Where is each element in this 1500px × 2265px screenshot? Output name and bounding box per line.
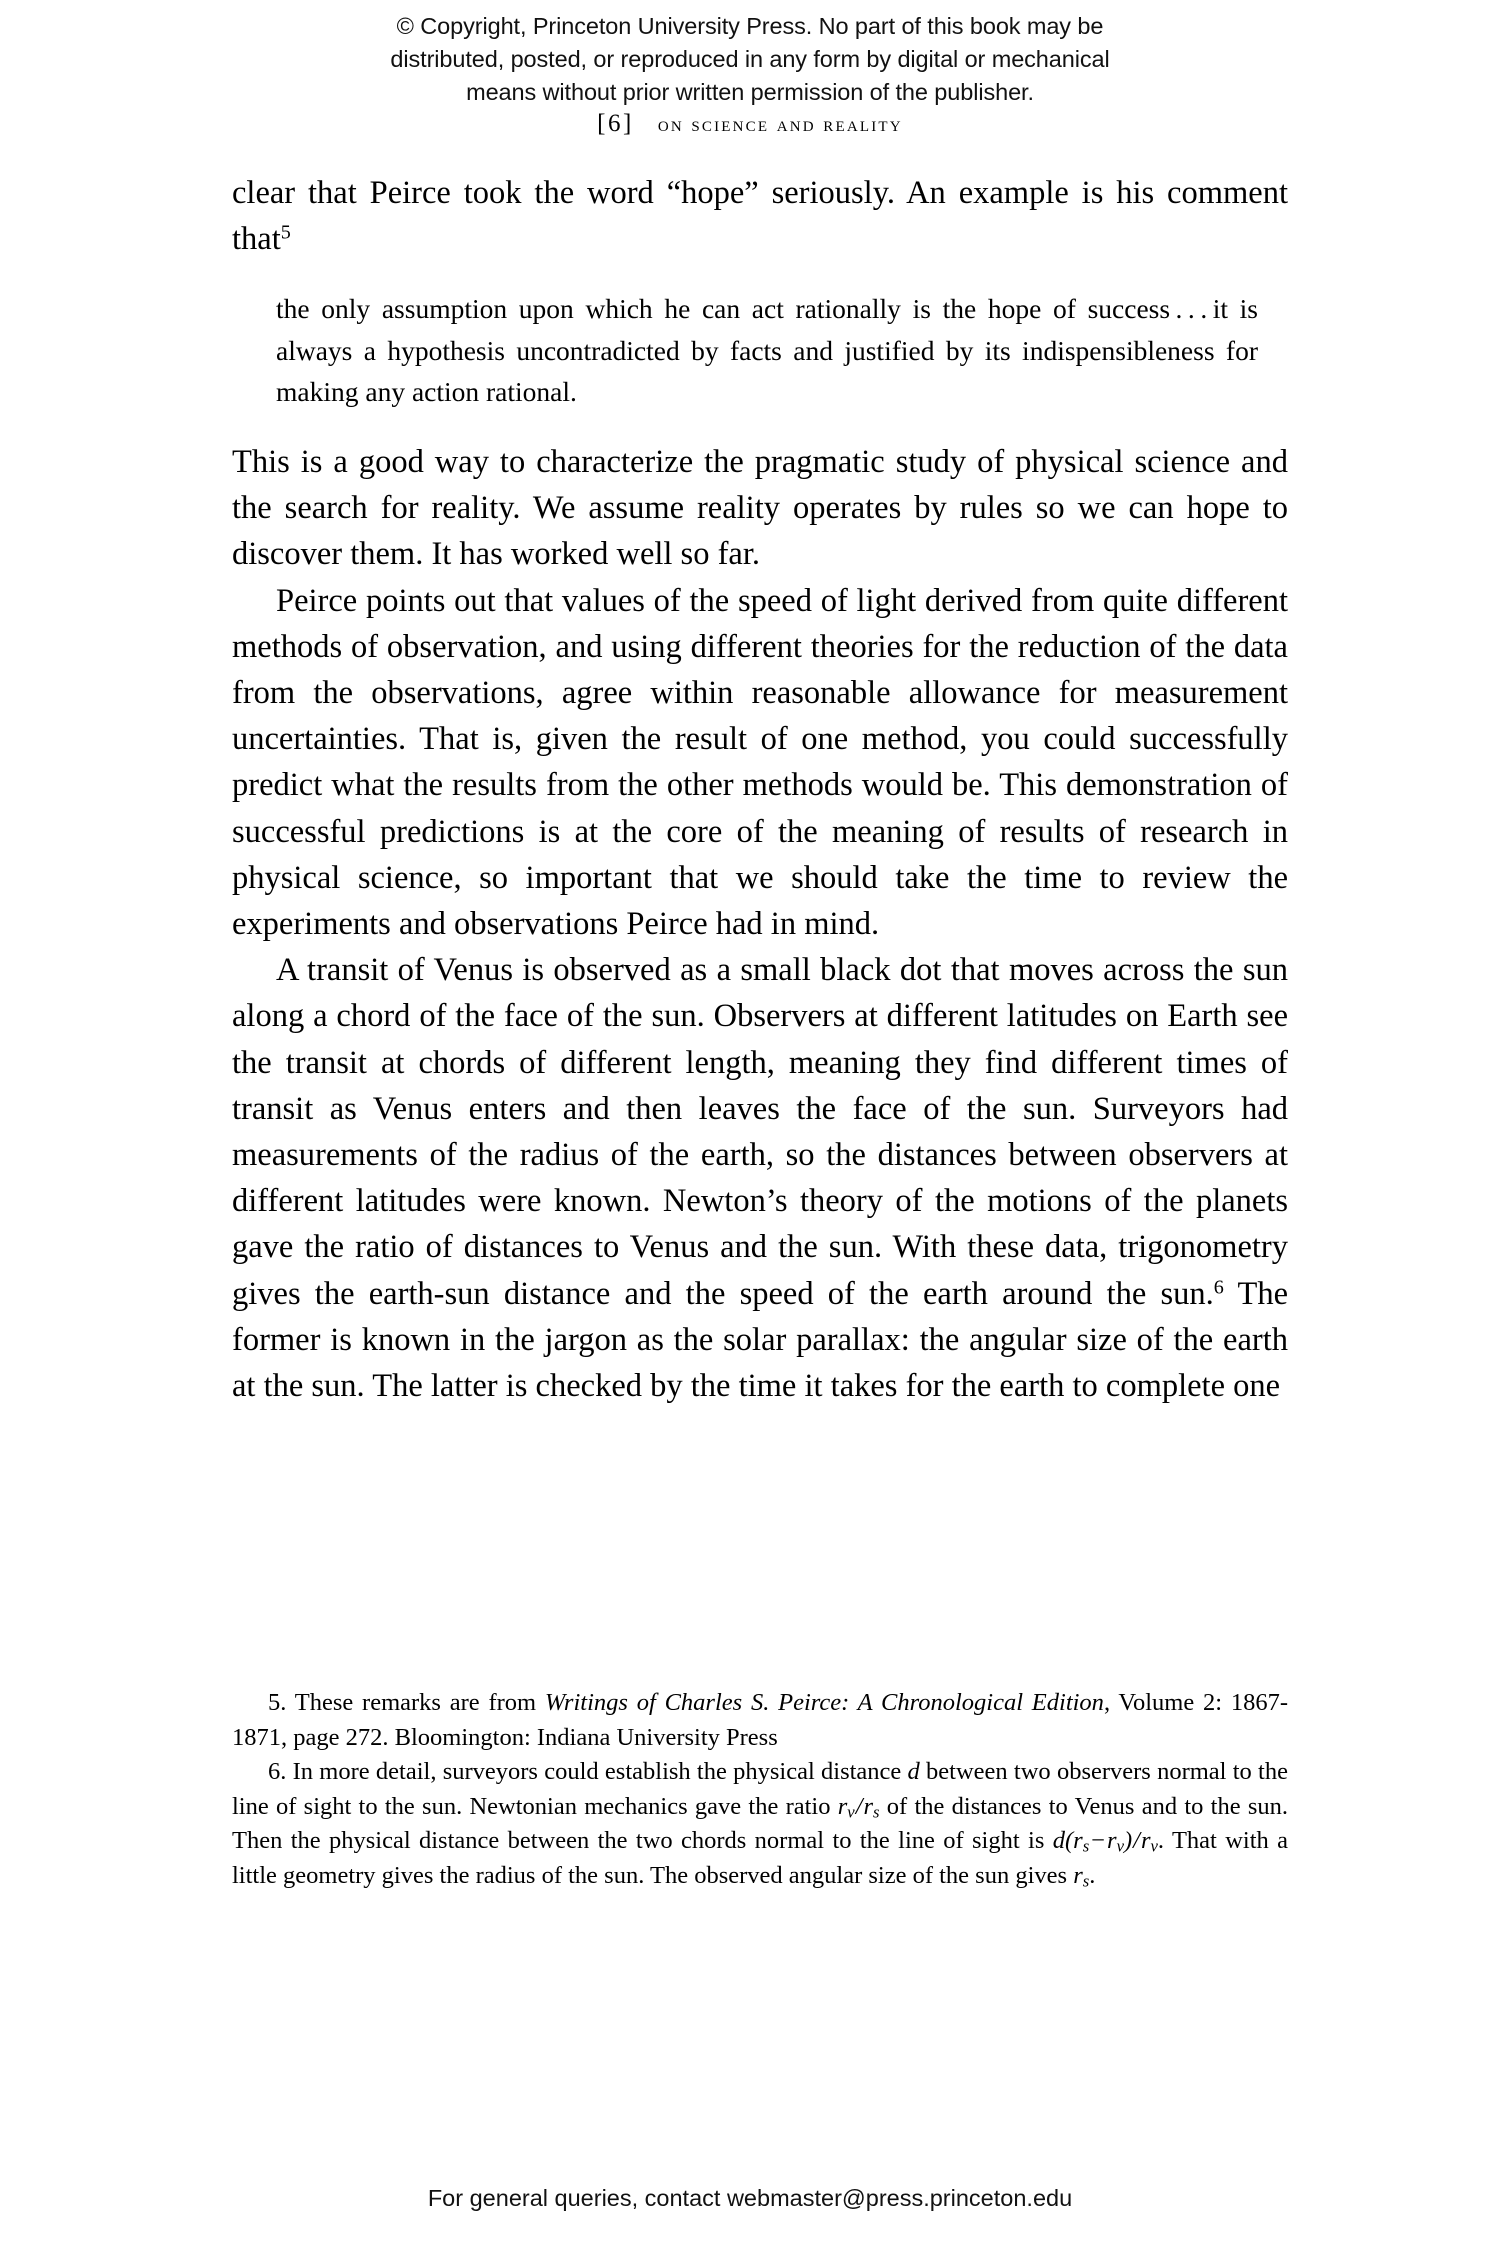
footnotes-section	[232, 1686, 1288, 1893]
math-slash: /	[855, 1792, 863, 1820]
paragraph-2: This is a good way to characterize the pragmatic study of physical science and the search for reality. We assume reality operates by rules so we can hope to discover them. It has worked well so far.	[232, 443, 1288, 573]
footnote-5-text-b: , Volume 2: 1867-1871, page 272. Bloomington: Indiana University Press	[232, 1689, 1289, 1751]
blockquote	[232, 288, 1288, 413]
math-rs-final-base: r	[1073, 1861, 1083, 1889]
footnote-6-segment-3: of the distances to Venus and to the sun. Then the physical distance between the two chords normal to the line of sight is	[232, 1792, 1288, 1854]
formula-close-paren: )	[1123, 1827, 1133, 1854]
footnote-marker-5: 5	[280, 221, 291, 244]
formula-slash: /	[1133, 1827, 1140, 1854]
running-head	[0, 110, 1500, 138]
math-rs-final-sub: s	[1082, 1871, 1090, 1891]
copyright-line-2: distributed, posted, or reproduced in any form by digital or mechanical	[390, 46, 1110, 72]
footnote-6-segment-2: between two observers normal to the line of sight to the sun. Newtonian mechanics gave the ratio	[232, 1758, 1288, 1820]
footnote-6-segment-4: . That with a little geometry gives the radius of the sun. The observed angular size of the sun gives	[232, 1827, 1288, 1889]
paragraph-1-text: clear that Peirce took the word “hope” seriously. An example is his comment that	[232, 175, 1288, 258]
footnote-5-italic-title: Writings of Charles S. Peirce: A Chronological Edition	[544, 1689, 1104, 1716]
footer-contact-text: For general queries, contact webmaster@press.princeton.edu	[427, 2185, 1073, 2211]
formula-rs-sub: s	[1082, 1836, 1090, 1856]
footnote-6-segment-5: .	[1089, 1861, 1096, 1889]
main-text-block	[232, 170, 1288, 1409]
paragraph-3: Peirce points out that values of the speed of light derived from quite different methods of observation, and using different theories for the reduction of the data from the observations, agree within reasonable allowance for measurement uncertainties. That is, given the result of one method, you could successfully predict what the results from the other methods would be. This demonstration of successful predictions is at the core of the meaning of results of research in physical science, so important that we should take the time to review the experiments and observations Peirce had in mind.	[232, 582, 1288, 942]
footnote-marker-6: 6	[1213, 1276, 1224, 1299]
running-head-title: on science and reality	[657, 112, 903, 136]
formula-open-paren: (	[1064, 1827, 1074, 1854]
math-var-d: d	[907, 1758, 920, 1785]
footnote-6-segment-1: In more detail, surveyors could establish the physical distance	[292, 1758, 908, 1785]
paragraph-4-part-a: A transit of Venus is observed as a small black dot that moves across the sun along a chord of the face of the sun. Observers at different latitudes on Earth see the transit at chords of different length, meaning they find different times of transit as Venus enters and then leaves the face of the sun. Surveyors had measurements of the radius of the earth, so the distances between observers at different latitudes were known. Newton’s theory of the motions of the planets gave the ratio of distances to Venus and the sun. With these data, trigonometry gives the earth-sun distance and the speed of the earth around the sun.	[232, 952, 1288, 1312]
math-rs-sub: s	[873, 1802, 880, 1822]
footnote-6	[232, 1755, 1288, 1893]
formula-d: d	[1052, 1827, 1065, 1854]
math-rs-final	[1073, 1862, 1089, 1889]
blockquote-text: the only assumption upon which he can act rationally is the hope of success . . . it is always a hypothesis uncontradicted by facts and justified by its indispensibleness for making any action rational.	[276, 293, 1258, 408]
formula-minus: −	[1091, 1827, 1106, 1854]
paragraph-continuation	[232, 170, 1288, 262]
page-folio: [6]	[597, 110, 634, 137]
paragraph-4-part-b: The former is known in the jargon as the solar parallax: the angular size of the earth at the sun. The latter is checked by the time it takes for the earth to complete one	[232, 1275, 1288, 1404]
formula-rv2-base: r	[1140, 1827, 1151, 1854]
math-ratio-rv-over-rs	[838, 1793, 880, 1820]
copyright-line-3: means without prior written permission of the publisher.	[466, 79, 1034, 105]
footnote-5-text-a: These remarks are from	[294, 1689, 545, 1716]
math-formula-chord-distance	[1053, 1827, 1158, 1854]
formula-rv2-sub: v	[1150, 1836, 1158, 1856]
footnote-6-number: 6.	[268, 1758, 287, 1785]
formula-rv-base: r	[1107, 1827, 1117, 1854]
formula-rv-sub: v	[1116, 1836, 1124, 1856]
copyright-line-1: © Copyright, Princeton University Press. No part of this book may be	[396, 13, 1104, 39]
formula-rs-base: r	[1073, 1827, 1083, 1854]
page-footer	[0, 2185, 1500, 2212]
math-rs-base: r	[863, 1792, 874, 1820]
math-rv-base: r	[837, 1792, 848, 1820]
math-rv-sub: v	[847, 1802, 855, 1822]
footnote-5-number: 5.	[268, 1689, 287, 1716]
footnote-5	[232, 1686, 1288, 1755]
copyright-notice	[0, 10, 1500, 109]
paragraph-4	[232, 947, 1288, 1409]
